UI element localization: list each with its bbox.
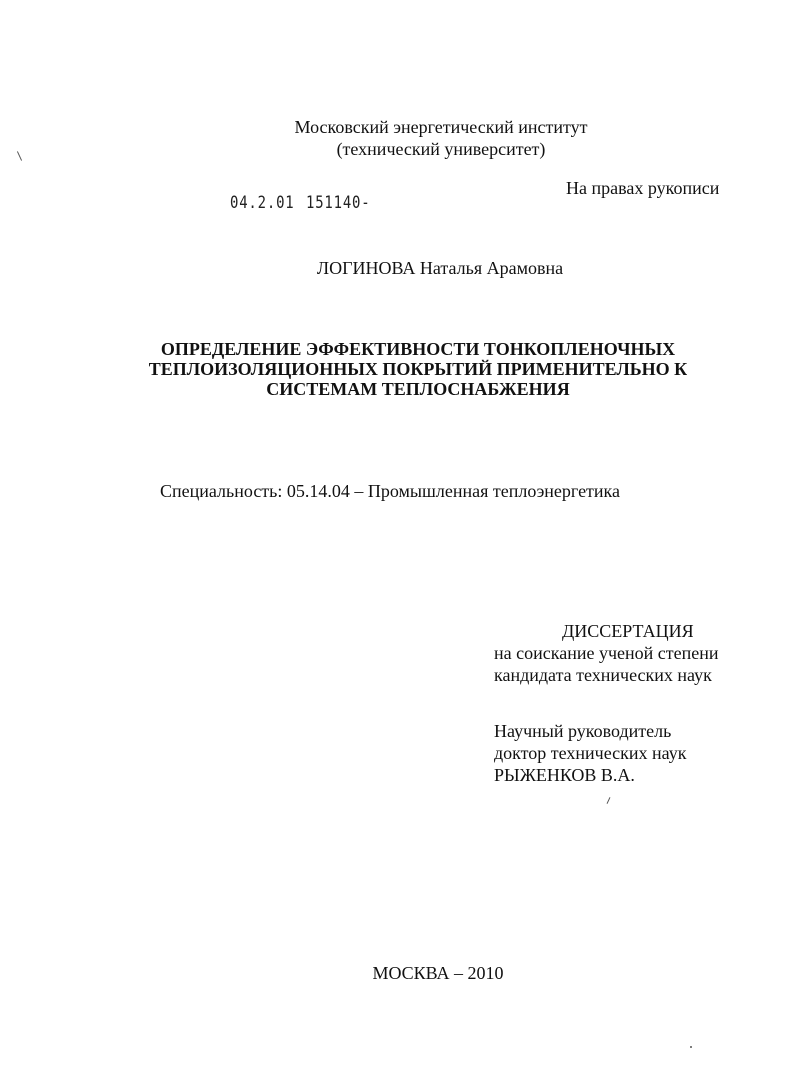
author-name: ЛОГИНОВА Наталья Арамовна bbox=[316, 258, 564, 278]
scan-mark bbox=[607, 797, 611, 804]
title-line-3: СИСТЕМАМ ТЕПЛОСНАБЖЕНИЯ bbox=[266, 379, 570, 399]
rights-notice: На правах рукописи bbox=[566, 178, 720, 198]
dissertation-block bbox=[494, 620, 719, 686]
stamp-suffix: - bbox=[361, 193, 371, 213]
title-line-1: ОПРЕДЕЛЕНИЕ ЭФФЕКТИВНОСТИ ТОНКОПЛЕНОЧНЫХ bbox=[160, 339, 676, 359]
title-line-2: ТЕПЛОИЗОЛЯЦИОННЫХ ПОКРЫТИЙ ПРИМЕНИТЕЛЬНО К bbox=[148, 359, 688, 379]
dissertation-degree-line-1: на соискание ученой степени bbox=[494, 643, 719, 663]
institution-name: Московский энергетический институт bbox=[294, 117, 588, 137]
institution-block bbox=[0, 116, 798, 160]
dissertation-degree-line-2: кандидата технических наук bbox=[494, 665, 712, 685]
stamp-number: 151140 bbox=[305, 193, 362, 213]
institution-subtitle: (технический университет) bbox=[336, 139, 546, 159]
dissertation-title bbox=[0, 339, 798, 399]
city-year: МОСКВА – 2010 bbox=[372, 963, 504, 983]
registration-stamp bbox=[230, 193, 370, 213]
supervisor-block bbox=[494, 720, 687, 786]
scan-mark bbox=[690, 1046, 692, 1048]
supervisor-degree: доктор технических наук bbox=[494, 743, 687, 763]
supervisor-role: Научный руководитель bbox=[494, 721, 672, 741]
specialty-line: Специальность: 05.14.04 – Промышленная теплоэнергетика bbox=[160, 481, 621, 501]
dissertation-heading: ДИССЕРТАЦИЯ bbox=[562, 621, 694, 641]
stamp-date: 04.2.01 bbox=[230, 193, 295, 213]
supervisor-name: РЫЖЕНКОВ В.А. bbox=[494, 765, 635, 785]
